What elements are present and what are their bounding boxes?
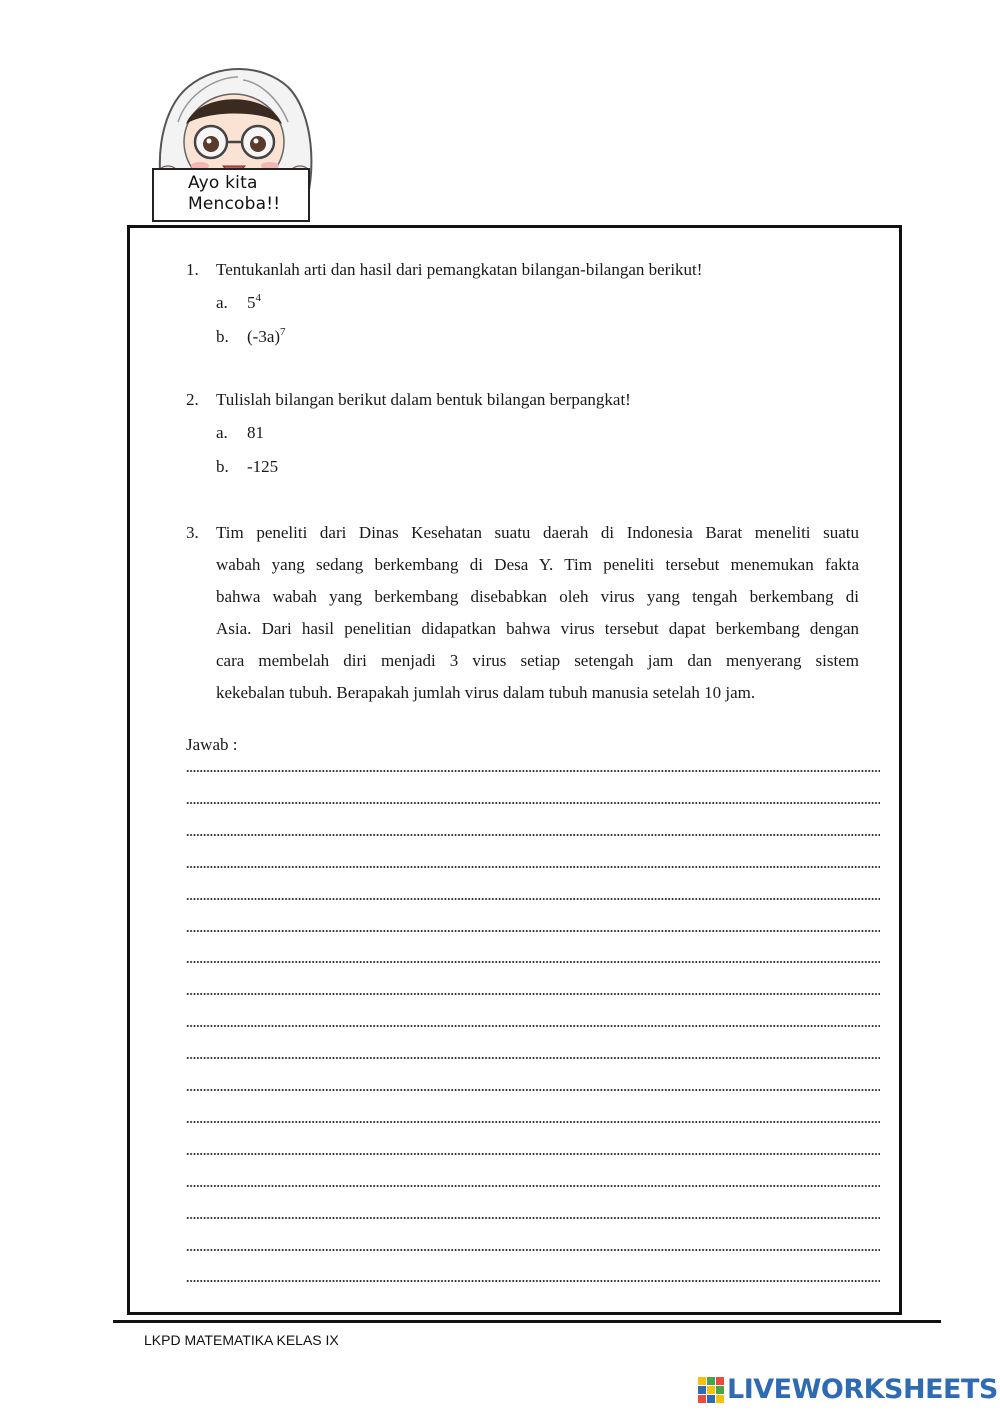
sign-text-line2: Mencoba!! xyxy=(188,194,281,214)
answer-dotted-line xyxy=(186,1249,880,1251)
sign-text-line1: Ayo kita xyxy=(188,173,258,193)
power-expression xyxy=(247,327,286,347)
answer-dotted-line xyxy=(186,961,880,963)
item-letter: b. xyxy=(216,327,229,346)
answer-dotted-line xyxy=(186,1153,880,1155)
power-exponent: 4 xyxy=(255,292,261,304)
paragraph-line: kekebalan tubuh. Berapakah jumlah virus dalam tubuh manusia setelah 10 jam. xyxy=(216,683,756,702)
brand-text: LIVEWORKSHEETS xyxy=(727,1374,998,1405)
answer-dotted-line xyxy=(186,770,880,772)
footer-text: LKPD MATEMATIKA KELAS IX xyxy=(144,1332,339,1348)
power-exponent: 7 xyxy=(280,326,286,338)
question-3-paragraph xyxy=(216,517,859,709)
paragraph-line: wabah yang sedang berkembang di Desa Y. Tim peneliti tersebut menemukan fakta xyxy=(216,555,859,574)
item-letter: a. xyxy=(216,293,228,312)
item-value: 81 xyxy=(247,423,264,442)
liveworksheets-logo xyxy=(698,1374,998,1405)
question-number: 1. xyxy=(186,260,199,279)
answer-dotted-line xyxy=(186,1025,880,1027)
item-letter: b. xyxy=(216,457,229,476)
answer-dotted-line xyxy=(186,1121,880,1123)
item-value: -125 xyxy=(247,457,279,476)
paragraph-line: Tim peneliti dari Dinas Kesehatan suatu daerah di Indonesia Barat meneliti suatu xyxy=(216,523,859,542)
power-expression xyxy=(247,293,261,313)
answer-dotted-line xyxy=(186,1057,880,1059)
paragraph-line: cara membelah diri menjadi 3 virus setiap setengah jam dan menyerang sistem xyxy=(216,651,859,670)
question-number: 2. xyxy=(186,390,199,409)
footer-rule xyxy=(113,1320,941,1323)
answer-dotted-line xyxy=(186,802,880,804)
answer-label: Jawab : xyxy=(186,735,238,754)
question-text: Tulislah bilangan berikut dalam bentuk bilangan berpangkat! xyxy=(216,390,631,409)
paragraph-line: Asia. Dari hasil penelitian didapatkan bahwa virus tersebut dapat berkembang dengan xyxy=(216,619,859,638)
answer-dotted-line xyxy=(186,898,880,900)
power-base: 5 xyxy=(247,293,256,312)
item-letter: a. xyxy=(216,423,228,442)
mascot-sign xyxy=(152,168,310,222)
answer-dotted-line xyxy=(186,993,880,995)
logo-grid-icon xyxy=(698,1377,724,1403)
question-text: Tentukanlah arti dan hasil dari pemangkatan bilangan-bilangan berikut! xyxy=(216,260,703,279)
paragraph-line: bahwa wabah yang berkembang disebabkan oleh virus yang tengah berkembang di xyxy=(216,587,859,606)
answer-dotted-line xyxy=(186,930,880,932)
answer-dotted-line xyxy=(186,866,880,868)
answer-dotted-line xyxy=(186,1185,880,1187)
answer-dotted-line xyxy=(186,1217,880,1219)
question-number: 3. xyxy=(186,523,199,542)
power-base: (-3a) xyxy=(247,327,281,346)
answer-dotted-line xyxy=(186,1089,880,1091)
answer-dotted-line xyxy=(186,1280,880,1282)
answer-dotted-line xyxy=(186,834,880,836)
